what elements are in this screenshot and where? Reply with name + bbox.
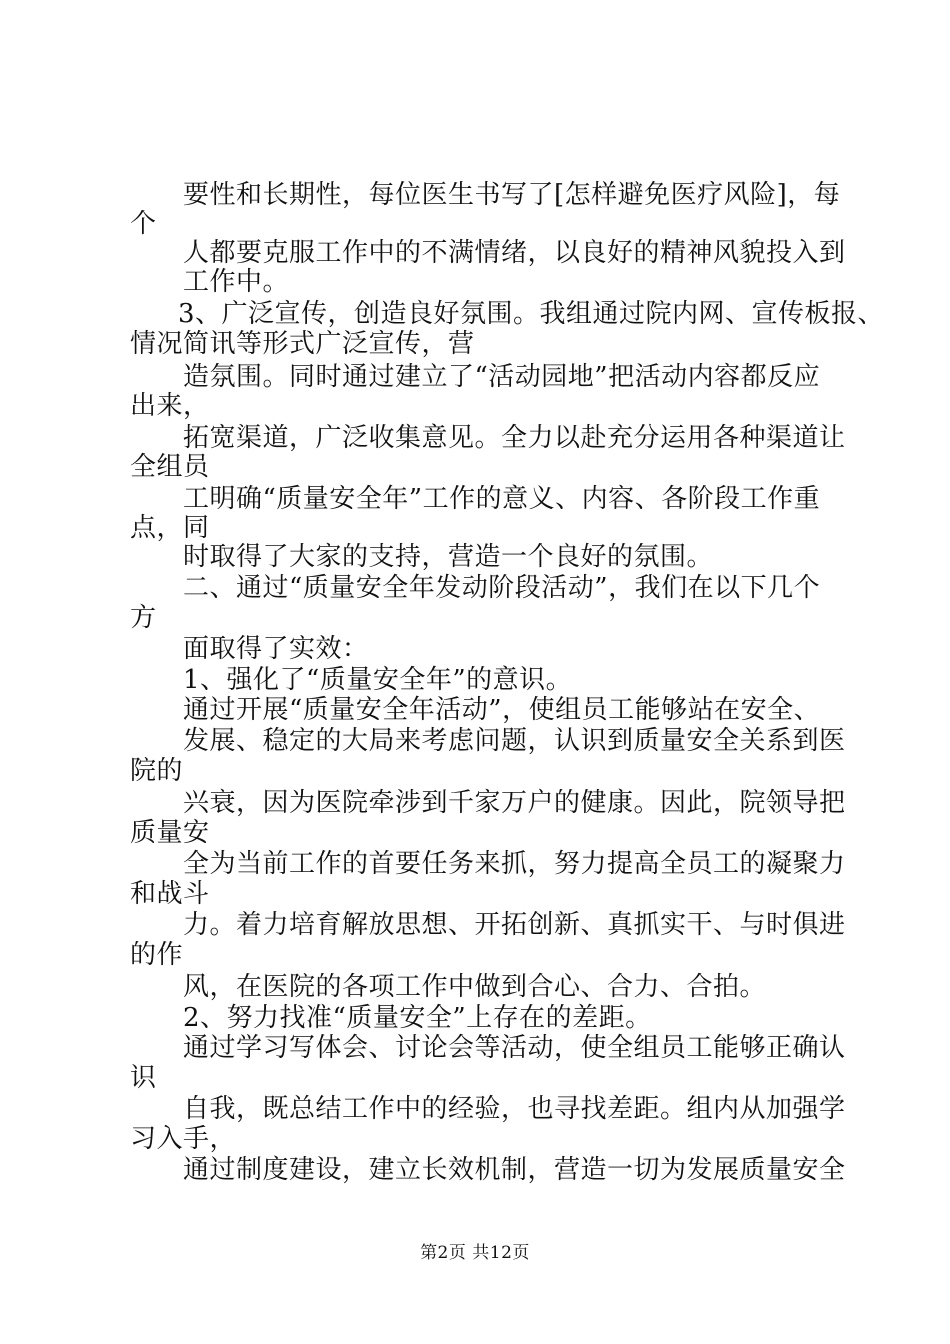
text-line: 情况简讯等形式广泛宣传，营 bbox=[130, 329, 475, 359]
text-line: 面取得了实效： bbox=[183, 634, 369, 664]
text-line: 风，在医院的各项工作中做到合心、合力、合拍。 bbox=[183, 972, 767, 1002]
text-line: 识 bbox=[130, 1063, 157, 1093]
text-line: 1、强化了“质量安全年”的意识。 bbox=[183, 665, 573, 695]
text-line: 出来， bbox=[130, 391, 210, 421]
text-line: 力。着力培育解放思想、开拓创新、真抓实干、与时俱进 bbox=[183, 910, 846, 940]
text-line: 个 bbox=[130, 209, 157, 239]
text-line: 全为当前工作的首要任务来抓，努力提高全员工的凝聚力 bbox=[183, 849, 846, 879]
text-line: 质量安 bbox=[130, 818, 210, 848]
text-line: 方 bbox=[130, 603, 157, 633]
text-line: 通过制度建设，建立长效机制，营造一切为发展质量安全 bbox=[183, 1155, 846, 1185]
text-line: 人都要克服工作中的不满情绪，以良好的精神风貌投入到 bbox=[183, 238, 846, 268]
text-line: 工作中。 bbox=[183, 267, 290, 297]
text-line: 二、通过“质量安全年发动阶段活动”，我们在以下几个 bbox=[183, 573, 821, 603]
text-line: 要性和长期性，每位医生书写了[怎样避免医疗风险]，每 bbox=[183, 180, 841, 210]
text-line: 自我，既总结工作中的经验，也寻找差距。组内从加强学 bbox=[183, 1094, 846, 1124]
text-line: 习入手， bbox=[130, 1124, 237, 1154]
text-line: 全组员 bbox=[130, 452, 210, 482]
text-line: 兴衰，因为医院牵涉到千家万户的健康。因此，院领导把 bbox=[183, 788, 846, 818]
text-line: 院的 bbox=[130, 756, 184, 786]
text-line: 拓宽渠道，广泛收集意见。全力以赴充分运用各种渠道让 bbox=[183, 423, 846, 453]
text-line: 造氛围。同时通过建立了“活动园地”把活动内容都反应 bbox=[183, 362, 821, 392]
text-line: 点，同 bbox=[130, 513, 210, 543]
text-line: 和战斗 bbox=[130, 879, 210, 909]
text-line: 3、广泛宣传，创造良好氛围。我组通过院内网、宣传板报、 bbox=[178, 299, 885, 329]
text-line: 通过开展“质量安全年活动”，使组员工能够站在安全、 bbox=[183, 695, 821, 725]
text-line: 工明确“质量安全年”工作的意义、内容、各阶段工作重 bbox=[183, 484, 821, 514]
text-line: 通过学习写体会、讨论会等活动，使全组员工能够正确认 bbox=[183, 1033, 846, 1063]
text-line: 2、努力找准“质量安全”上存在的差距。 bbox=[183, 1003, 652, 1033]
page-number-footer: 第2页 共12页 bbox=[420, 1243, 530, 1263]
text-line: 发展、稳定的大局来考虑问题，认识到质量安全关系到医 bbox=[183, 726, 846, 756]
text-line: 时取得了大家的支持，营造一个良好的氛围。 bbox=[183, 542, 714, 572]
text-line: 的作 bbox=[130, 940, 184, 970]
